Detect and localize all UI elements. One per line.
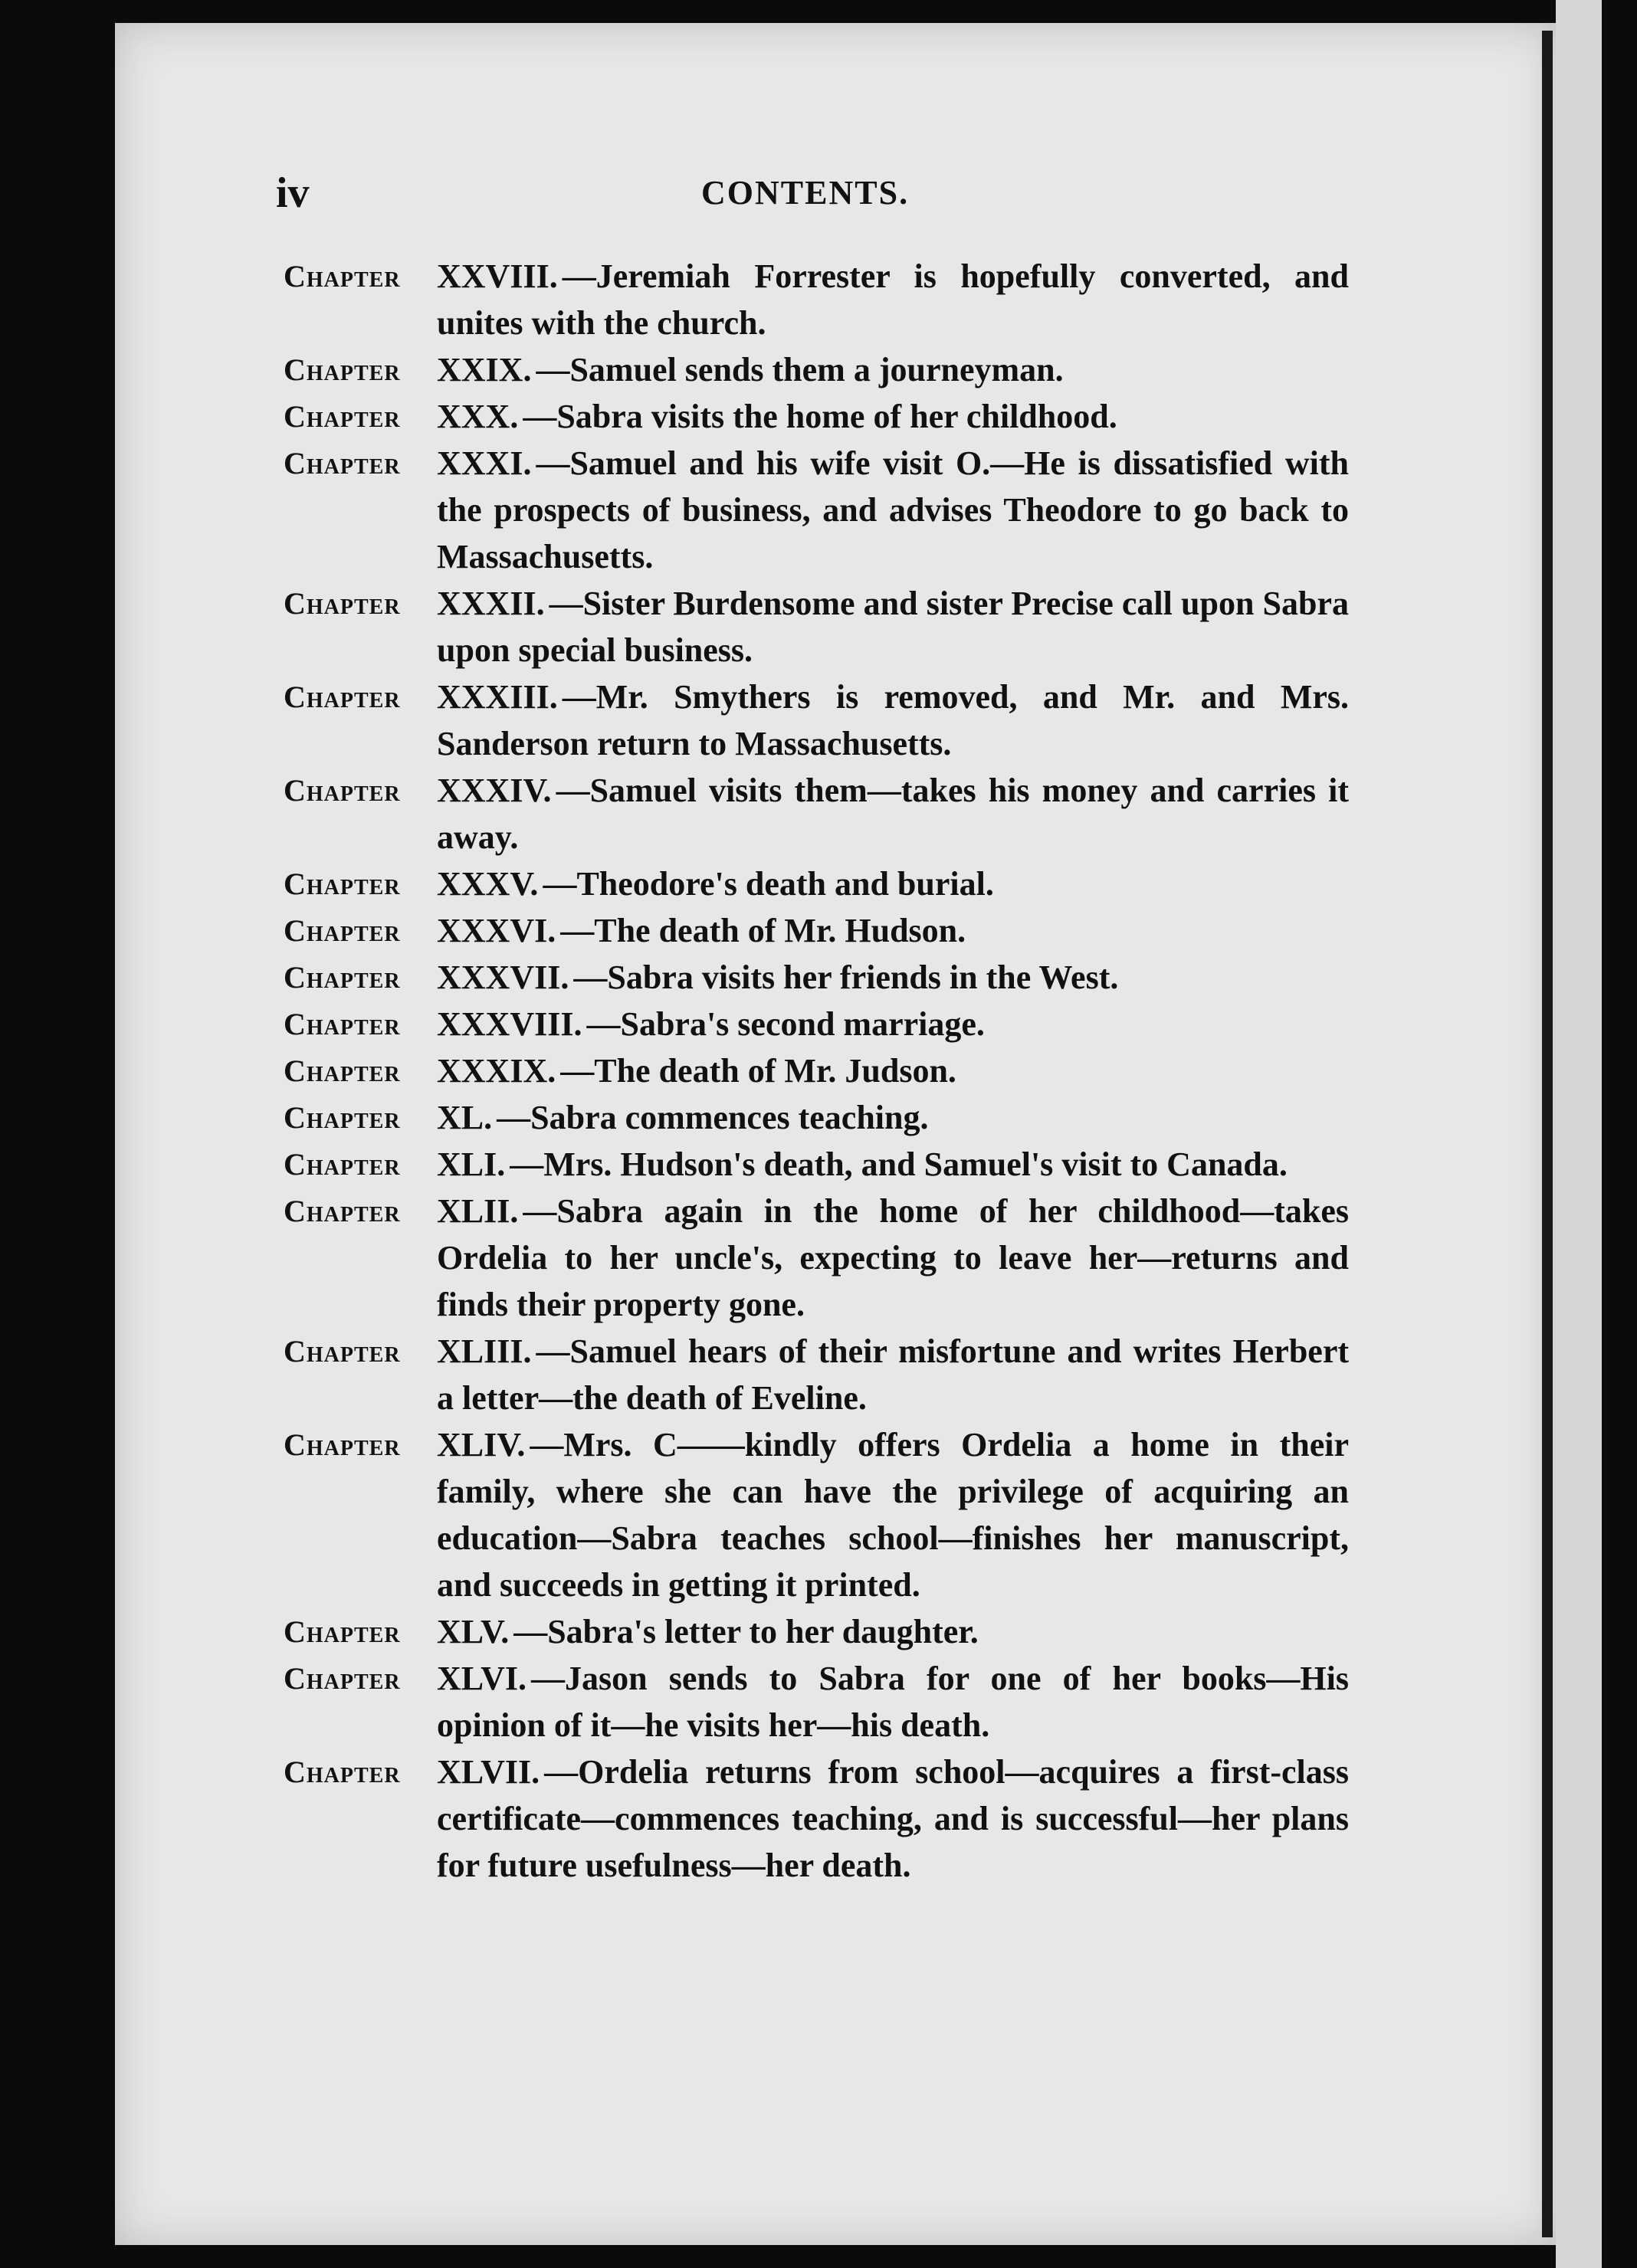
- chapter-number: XLVII.: [437, 1753, 540, 1791]
- chapter-entry: [284, 1655, 1349, 1749]
- chapter-entry: [284, 1188, 1349, 1328]
- chapter-number: XXXV.: [437, 865, 539, 903]
- chapter-number: XXVIII.: [437, 257, 558, 295]
- chapter-summary: [437, 907, 1349, 954]
- page-title: CONTENTS.: [701, 174, 910, 211]
- chapter-label: Chapter: [284, 1614, 401, 1649]
- chapter-entry: [284, 1608, 1349, 1655]
- chapter-description: —The death of Mr. Hudson.: [560, 912, 966, 949]
- chapter-description: —Sabra visits her friends in the West.: [573, 959, 1119, 996]
- chapter-summary: [437, 580, 1349, 674]
- chapter-label: Chapter: [284, 1194, 401, 1228]
- chapter-label: Chapter: [284, 1755, 401, 1789]
- chapter-summary: [437, 1188, 1349, 1328]
- chapter-label: Chapter: [284, 586, 401, 621]
- chapter-label: Chapter: [284, 1007, 401, 1041]
- chapter-summary: [437, 1047, 1349, 1094]
- chapter-description: —Theodore's death and burial.: [543, 865, 994, 903]
- chapter-entry: [284, 1421, 1349, 1608]
- chapter-entry: [284, 674, 1349, 767]
- chapter-number: XLV.: [437, 1613, 510, 1650]
- chapter-number: XXXIII.: [437, 678, 558, 716]
- chapter-label: Chapter: [284, 1334, 401, 1368]
- chapter-entry: [284, 767, 1349, 860]
- chapter-summary: [437, 674, 1349, 767]
- chapter-label: Chapter: [284, 913, 401, 948]
- chapter-description: —Samuel and his wife visit O.—He is dissatisfied with the prospects of business, and advises Theodore to go back to Massachusetts.: [437, 444, 1349, 575]
- chapter-label: Chapter: [284, 867, 401, 901]
- chapter-entry: [284, 954, 1349, 1001]
- chapter-label: Chapter: [284, 352, 401, 387]
- chapter-label: Chapter: [284, 1661, 401, 1696]
- chapter-summary: [437, 1141, 1349, 1188]
- chapter-entry: [284, 253, 1349, 346]
- chapter-summary: [437, 767, 1349, 860]
- chapter-summary: [437, 1328, 1349, 1421]
- chapter-label: Chapter: [284, 960, 401, 995]
- chapter-entry: [284, 1047, 1349, 1094]
- chapter-number: XXXII.: [437, 585, 545, 622]
- chapter-entry: [284, 1141, 1349, 1188]
- chapter-label: Chapter: [284, 446, 401, 480]
- chapter-label: Chapter: [284, 773, 401, 808]
- page-edge-line: [1542, 31, 1553, 2237]
- chapter-number: XXXI.: [437, 444, 532, 482]
- chapter-entry: [284, 1001, 1349, 1047]
- chapter-description: —Jason sends to Sabra for one of her books—His opinion of it—he visits her—his death.: [437, 1660, 1349, 1744]
- page-header: [276, 169, 1349, 238]
- chapter-label: Chapter: [284, 399, 401, 434]
- chapter-summary: [437, 1608, 1349, 1655]
- chapter-number: XXXVI.: [437, 912, 556, 949]
- chapter-description: —Samuel hears of their misfortune and writes Herbert a letter—the death of Eveline.: [437, 1332, 1349, 1417]
- chapter-number: XLIV.: [437, 1426, 526, 1463]
- chapter-number: XLI.: [437, 1145, 506, 1183]
- chapter-number: XXXVII.: [437, 959, 569, 996]
- chapter-summary: [437, 1655, 1349, 1749]
- chapter-description: —Mrs. Hudson's death, and Samuel's visit to Canada.: [510, 1145, 1288, 1183]
- chapter-entry: [284, 1094, 1349, 1141]
- chapter-description: —Mr. Smythers is removed, and Mr. and Mrs. Sanderson return to Massachusetts.: [437, 678, 1349, 762]
- chapter-description: —Samuel sends them a journeyman.: [536, 351, 1064, 388]
- chapter-entry: [284, 1328, 1349, 1421]
- chapter-description: —Sabra again in the home of her childhood—takes Ordelia to her uncle's, expecting to leave her—returns and finds their property gone.: [437, 1192, 1349, 1323]
- chapter-entry: [284, 860, 1349, 907]
- chapter-number: XLVI.: [437, 1660, 527, 1697]
- chapter-summary: [437, 253, 1349, 346]
- chapter-number: XXXIV.: [437, 772, 552, 809]
- chapter-number: XLII.: [437, 1192, 519, 1230]
- chapter-entry: [284, 1749, 1349, 1889]
- chapter-number: XL.: [437, 1099, 493, 1136]
- chapter-label: Chapter: [284, 1147, 401, 1182]
- page-edge-strip: [1556, 0, 1602, 2268]
- chapter-summary: [437, 440, 1349, 580]
- chapter-list: [284, 253, 1349, 1889]
- chapter-description: —Ordelia returns from school—acquires a first-class certificate—commences teaching, and is successful—her plans for future usefulness—her death.: [437, 1753, 1349, 1884]
- chapter-description: —Sabra's second marriage.: [586, 1005, 985, 1043]
- chapter-entry: [284, 440, 1349, 580]
- chapter-number: XXXVIII.: [437, 1005, 582, 1043]
- chapter-label: Chapter: [284, 1054, 401, 1088]
- chapter-label: Chapter: [284, 680, 401, 714]
- chapter-description: —Sister Burdensome and sister Precise call upon Sabra upon special business.: [437, 585, 1349, 669]
- chapter-summary: [437, 1094, 1349, 1141]
- chapter-summary: [437, 346, 1349, 393]
- chapter-description: —Sabra commences teaching.: [497, 1099, 929, 1136]
- chapter-entry: [284, 393, 1349, 440]
- chapter-number: XLIII.: [437, 1332, 532, 1370]
- chapter-label: Chapter: [284, 1100, 401, 1135]
- chapter-description: —Jeremiah Forrester is hopefully converted, and unites with the church.: [437, 257, 1349, 342]
- chapter-description: —Mrs. C——kindly offers Ordelia a home in their family, where she can have the privilege of acquiring an education—Sabra teaches school—finishes her manuscript, and succeeds in getting it printed.: [437, 1426, 1349, 1604]
- chapter-description: —Samuel visits them—takes his money and carries it away.: [437, 772, 1349, 856]
- chapter-entry: [284, 907, 1349, 954]
- chapter-number: XXIX.: [437, 351, 532, 388]
- chapter-number: XXX.: [437, 398, 519, 435]
- chapter-entry: [284, 346, 1349, 393]
- chapter-number: XXXIX.: [437, 1052, 556, 1090]
- chapter-label: Chapter: [284, 259, 401, 293]
- chapter-entry: [284, 580, 1349, 674]
- chapter-summary: [437, 1749, 1349, 1889]
- page-number: iv: [276, 169, 310, 217]
- chapter-summary: [437, 1421, 1349, 1608]
- chapter-summary: [437, 860, 1349, 907]
- chapter-label: Chapter: [284, 1427, 401, 1462]
- chapter-description: —The death of Mr. Judson.: [560, 1052, 956, 1090]
- chapter-summary: [437, 954, 1349, 1001]
- chapter-summary: [437, 1001, 1349, 1047]
- chapter-summary: [437, 393, 1349, 440]
- chapter-description: —Sabra's letter to her daughter.: [513, 1613, 979, 1650]
- contents-text-block: [276, 169, 1349, 1889]
- chapter-description: —Sabra visits the home of her childhood.: [523, 398, 1117, 435]
